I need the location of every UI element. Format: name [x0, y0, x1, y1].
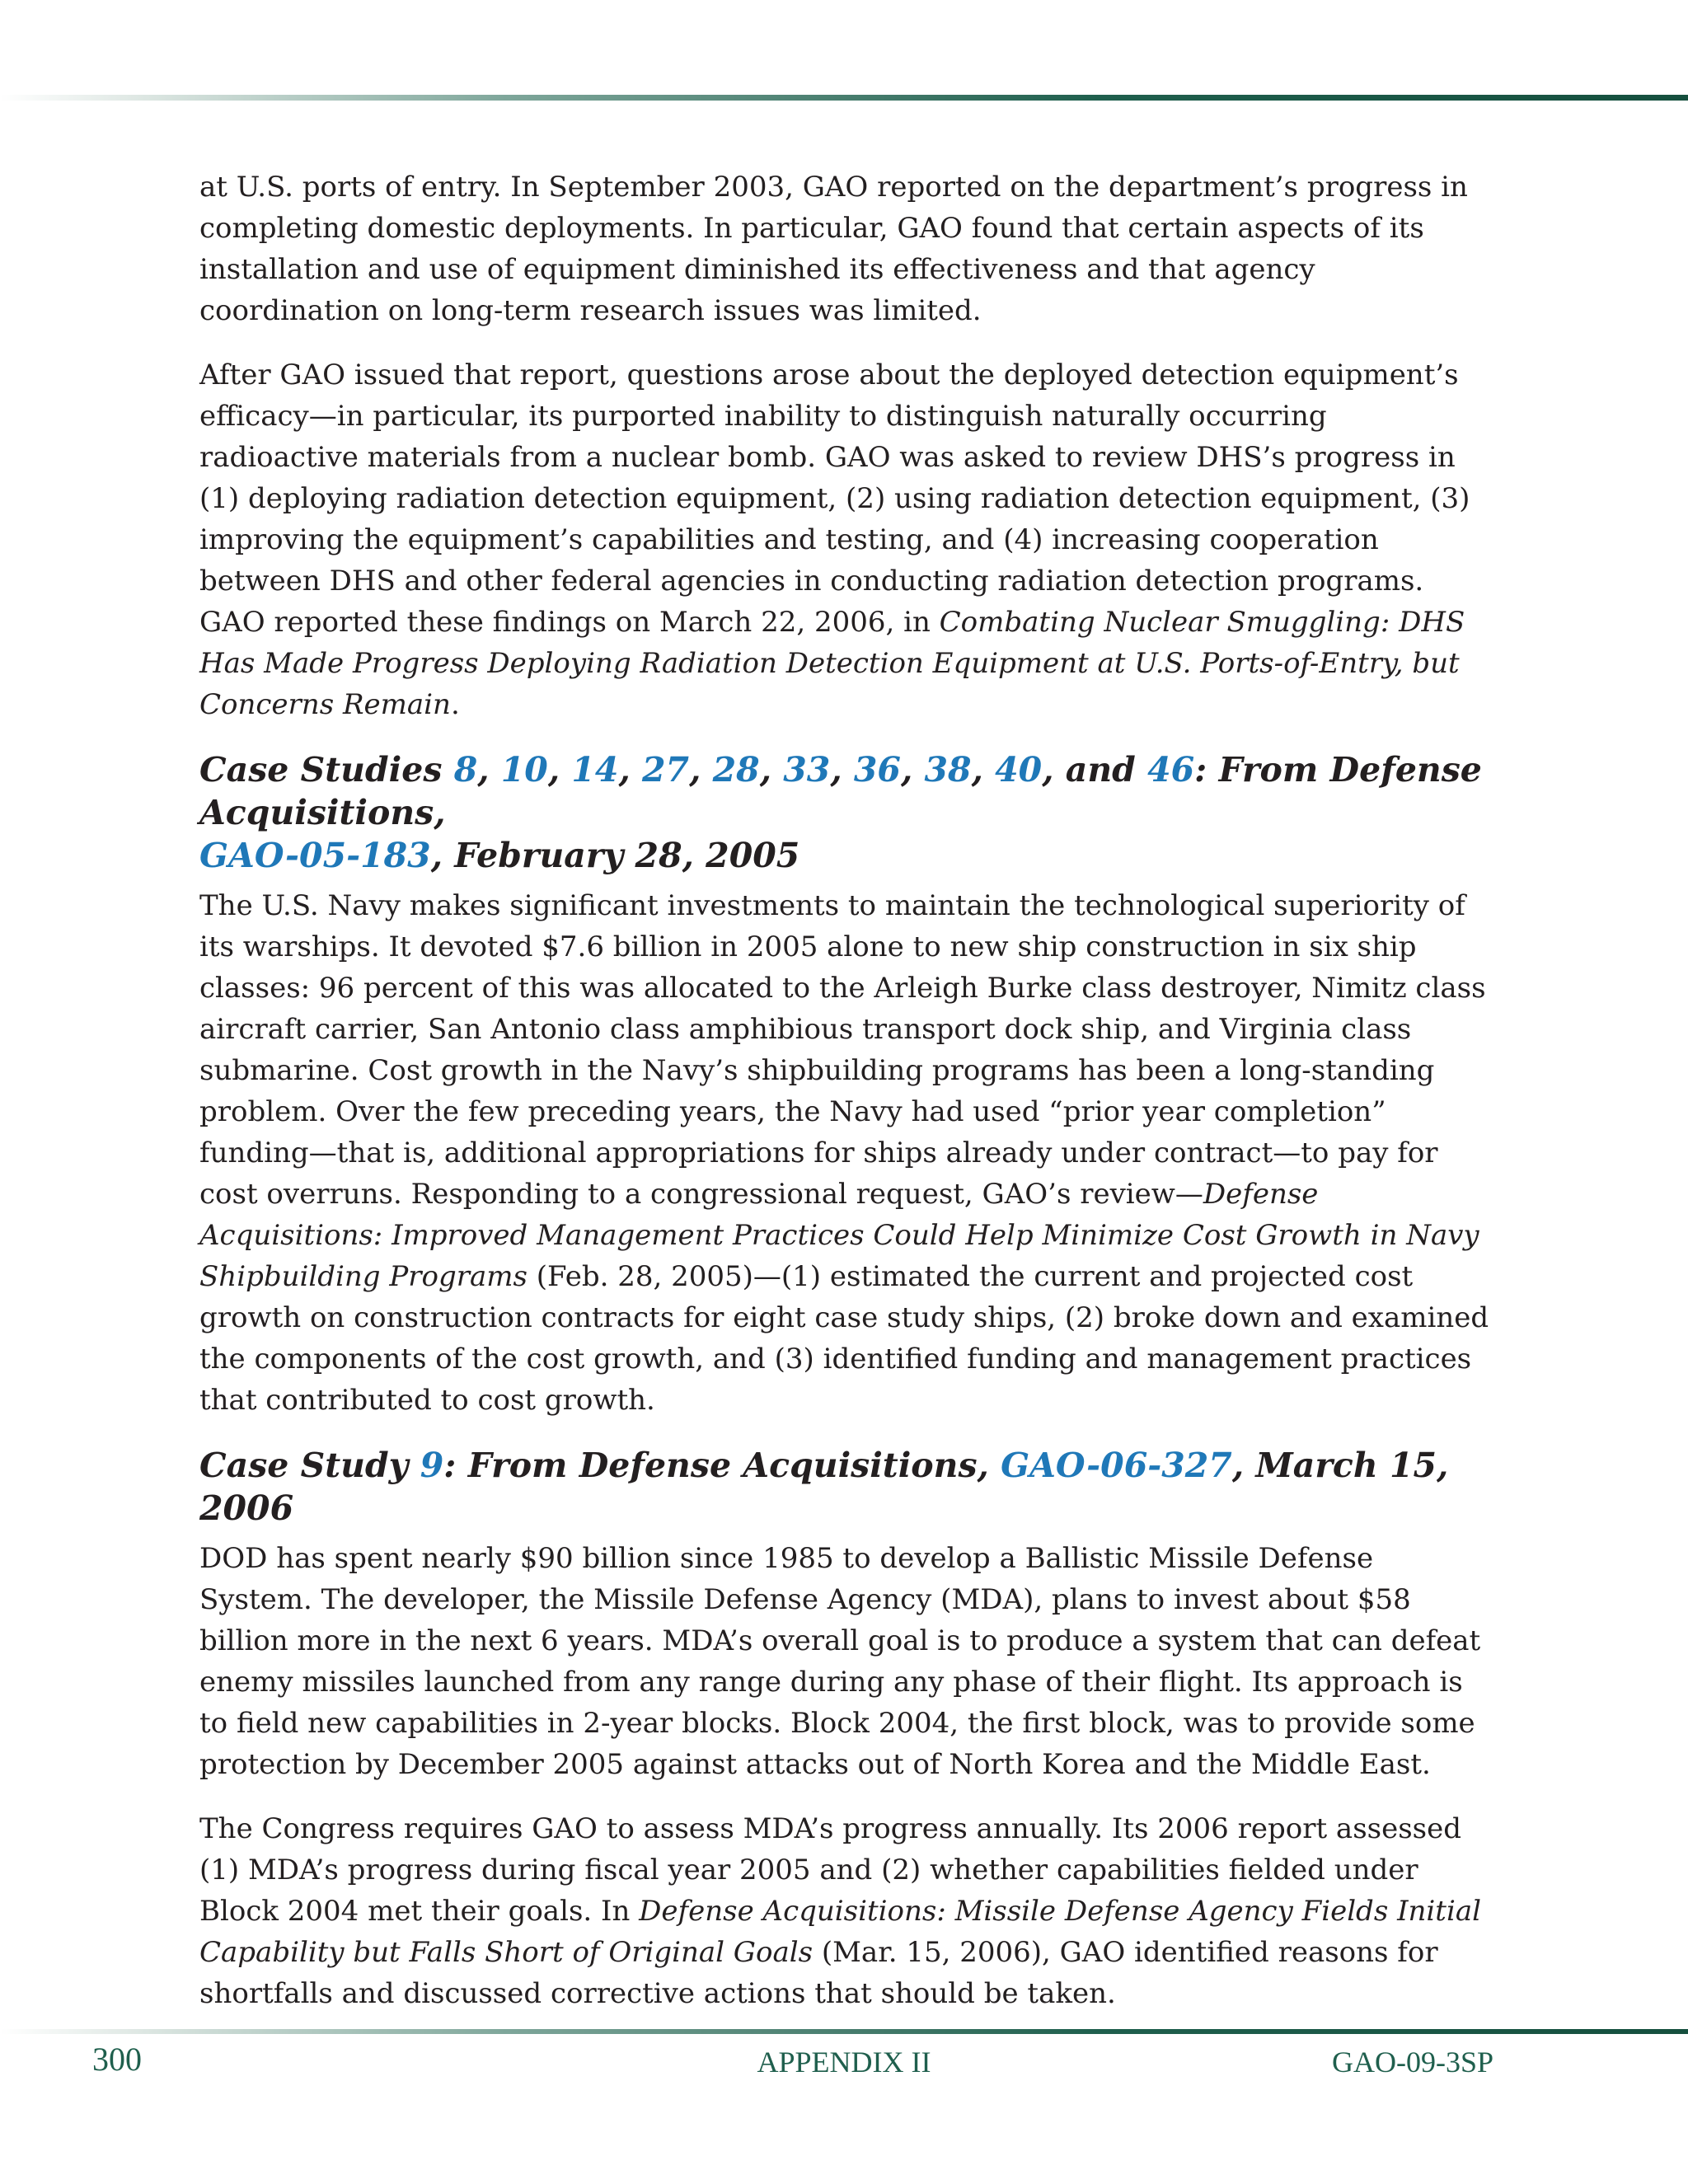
page-number: 300: [92, 2041, 142, 2078]
footer-section: APPENDIX II: [757, 2046, 931, 2079]
paragraph-text: (Mar. 15, 2006), GAO identified reasons for shortfalls and discussed corrective actions that should be taken.: [199, 1936, 1438, 2010]
paragraph-missile-defense: DOD has spent nearly $90 billion since 1985 to develop a Ballistic Missile Defense System. The developer, the Missile Defense Agency (MDA), plans to invest about $58 billion more in the next 6 years. MDA’s overall goal is to produce a system that can defeat enemy missiles launched from any range during any phase of their flight. Its approach is to field new capabilities in 2-year blocks. Block 2004, the first block, was to provide some protection by December 2005 against attacks out of North Korea and the Middle East.: [199, 1542, 1481, 1781]
heading-text: Case Studies: [199, 750, 454, 790]
heading-text: : From Defense Acquisitions,: [443, 1446, 1001, 1485]
case-studies-heading: [199, 748, 1493, 877]
paragraph-intro: at U.S. ports of entry. In September 2003, GAO reported on the department’s progress in completing domestic deployments. In particular, GAO found that certain aspects of its installation and use of equipment diminished its effectiveness and that agency coordination on long-term research issues was limited.: [199, 171, 1468, 327]
separator: ,: [759, 750, 784, 790]
case-study-heading: [199, 1444, 1493, 1530]
paragraph-navy-shipbuilding: [199, 885, 1493, 1421]
case-link-46[interactable]: 46: [1147, 750, 1195, 790]
case-link-40[interactable]: 40: [995, 750, 1043, 790]
paragraph-text: After GAO issued that report, questions arose about the deployed detection equipment’s efficacy—in particular, its purported inability to distinguish naturally occurring radioactive materials from a nuclear bomb. GAO was asked to review DHS’s progress in (1) deploying radiation detection equipment, (2) using radiation detection equipment, (3) improving the equipment’s capabilities and testing, and (4) increasing cooperation between DHS and other federal agencies in conducting radiation detection programs. GAO reported these findings on March 22, 2006, in: [199, 359, 1470, 639]
heading-text: , February 28, 2005: [430, 836, 800, 875]
report-title: Defense Acquisitions: Improved Management Practices Could Help Minimize Cost Growth in Navy Shipbuilding Programs: [199, 1178, 1479, 1293]
heading-text: , March 15, 2006: [199, 1446, 1449, 1528]
separator: ,: [900, 750, 925, 790]
case-link-10[interactable]: 10: [500, 750, 548, 790]
paragraph-text: .: [450, 688, 460, 721]
case-link-38[interactable]: 38: [924, 750, 972, 790]
footer-report-id: GAO-09-3SP: [1331, 2046, 1493, 2079]
paragraph-text: The U.S. Navy makes significant investments to maintain the technological superiority of its warships. It devoted $7.6 billion in 2005 alone to new ship construction in six ship classes: 96 percent of this was allocated to the Arleigh Burke class destroyer, Nimitz class aircraft carrier, San Antonio class amphibious transport dock ship, and Virginia class submarine. Cost growth in the Navy’s shipbuilding programs has been a long-standing problem. Over the few preceding years, the Navy had used “prior year completion” funding—that is, additional appropriations for ships already under contract—to pay for cost overruns. Responding to a congressional request, GAO’s review—: [199, 889, 1486, 1211]
case-link-27[interactable]: 27: [642, 750, 690, 790]
separator: ,: [618, 750, 643, 790]
report-link-gao-06-327[interactable]: GAO-06-327: [1001, 1446, 1232, 1485]
separator: ,: [547, 750, 572, 790]
paragraph-mda-progress: [199, 1808, 1493, 2014]
paragraph-text: The Congress requires GAO to assess MDA’s progress annually. Its 2006 report assessed (1) MDA’s progress during fiscal year 2005 and (2) whether capabilities fielded under Block 2004 met their goals. In: [199, 1812, 1461, 1928]
header-rule: [0, 95, 1688, 101]
case-link-8[interactable]: 8: [453, 750, 478, 790]
case-link-28[interactable]: 28: [712, 750, 760, 790]
page-content: [199, 166, 1493, 2037]
separator: , and: [1042, 750, 1148, 790]
case-link-9[interactable]: 9: [420, 1446, 444, 1485]
heading-text: Case Study: [199, 1446, 420, 1485]
paragraph-text: (Feb. 28, 2005)—(1) estimated the current and projected cost growth on construction contracts for eight case study ships, (2) broke down and examined the components of the cost growth, and (3) identified funding and management practices that contributed to cost growth.: [199, 1260, 1489, 1417]
heading-text: : From Defense Acquisitions,: [199, 750, 1482, 832]
case-link-14[interactable]: 14: [571, 750, 619, 790]
separator: ,: [689, 750, 713, 790]
case-link-36[interactable]: 36: [853, 750, 901, 790]
report-link-gao-05-183[interactable]: GAO-05-183: [199, 836, 431, 875]
paragraph-gao-review: [199, 354, 1493, 725]
case-link-33[interactable]: 33: [783, 750, 831, 790]
separator: ,: [971, 750, 996, 790]
report-title: Combating Nuclear Smuggling: DHS Has Made Progress Deploying Radiation Detection Equipment at U.S. Ports-of-Entry, but Concerns Remain: [199, 606, 1465, 721]
report-title: Defense Acquisitions: Missile Defense Agency Fields Initial Capability but Falls Short of Original Goals: [199, 1895, 1481, 1969]
separator: ,: [830, 750, 854, 790]
page-footer: [0, 2040, 1688, 2089]
footer-rule: [0, 2029, 1688, 2034]
separator: ,: [477, 750, 501, 790]
